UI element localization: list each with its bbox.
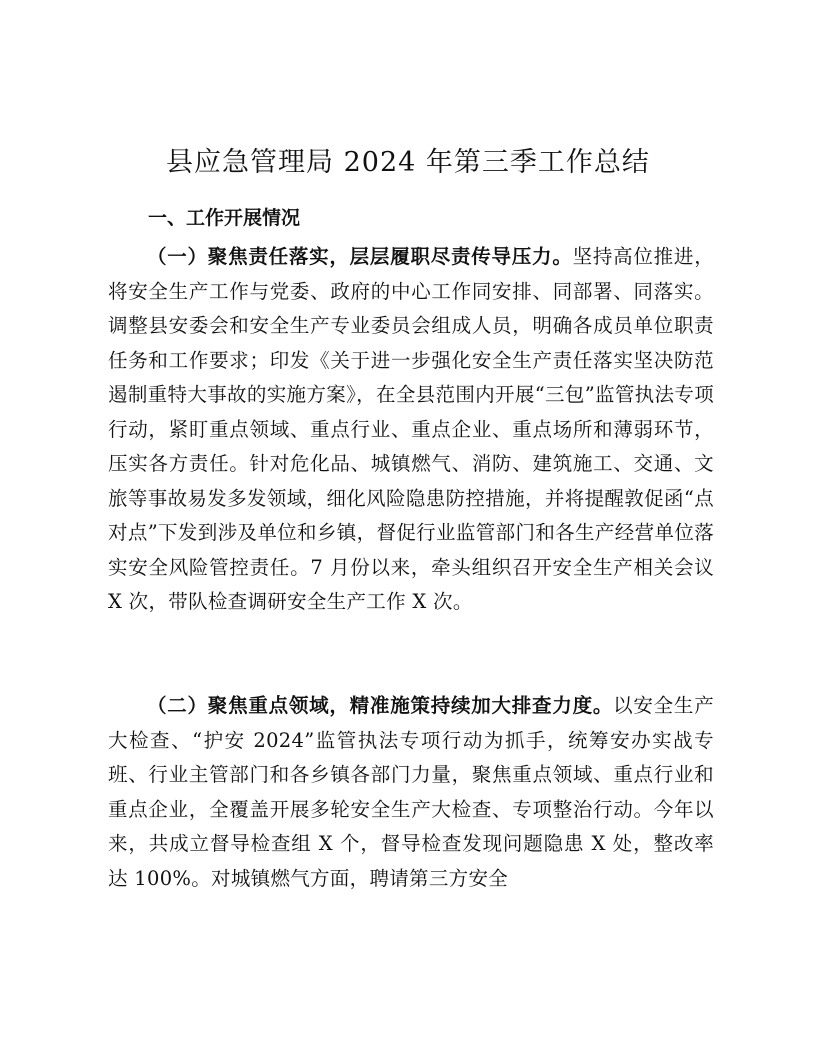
paragraph-1-body: 坚持高位推进，将安全生产工作与党委、政府的中心工作同安排、同部署、同落实。调整县安委会和安全生产专业委员会组成人员，明确各成员单位职责任务和工作要求；印发《关于进一步强化安全生产责任落实坚决防范遏制重特大事故的实施方案》，在全县范围内开展“三包”监管执法专项行动，紧盯重点领域、重点行业、重点企业、重点场所和薄弱环节，压实各方责任。针对危化品、城镇燃气、消防、建筑施工、交通、文旅等事故易发多发领域，细化风险隐患防控措施，并将提醒敦促函“点对点”下发到涉及单位和乡镇，督促行业监管部门和各生产经营单位落实安全风险管控责任。7 月份以来，牵头组织召开安全生产相关会议 X 次，带队检查调研安全生产工作 X 次。 xyxy=(108,245,714,613)
paragraph-1-lead: （一）聚焦责任落实，层层履职尽责传导压力。 xyxy=(147,245,573,268)
document-title: 县应急管理局 2024 年第三季工作总结 xyxy=(166,147,650,178)
paragraph-1 xyxy=(108,240,714,620)
section-heading: 一、工作开展情况 xyxy=(148,207,301,229)
paragraph-2-body: 以安全生产大检查、“护安 2024”监管执法专项行动为抓手，统筹安办实战专班、行业主管部门和各乡镇各部门力量，聚焦重点领域、重点行业和重点企业，全覆盖开展多轮安全生产大检查、专项整治行动。今年以来，共成立督导检查组 X 个，督导检查发现问题隐患 X 处，整改率达 100%。对城镇燃气方面，聘请第三方安全 xyxy=(108,694,714,890)
paragraph-2 xyxy=(108,689,714,896)
paragraph-2-lead: （二）聚焦重点领域，精准施策持续加大排查力度。 xyxy=(147,694,614,717)
